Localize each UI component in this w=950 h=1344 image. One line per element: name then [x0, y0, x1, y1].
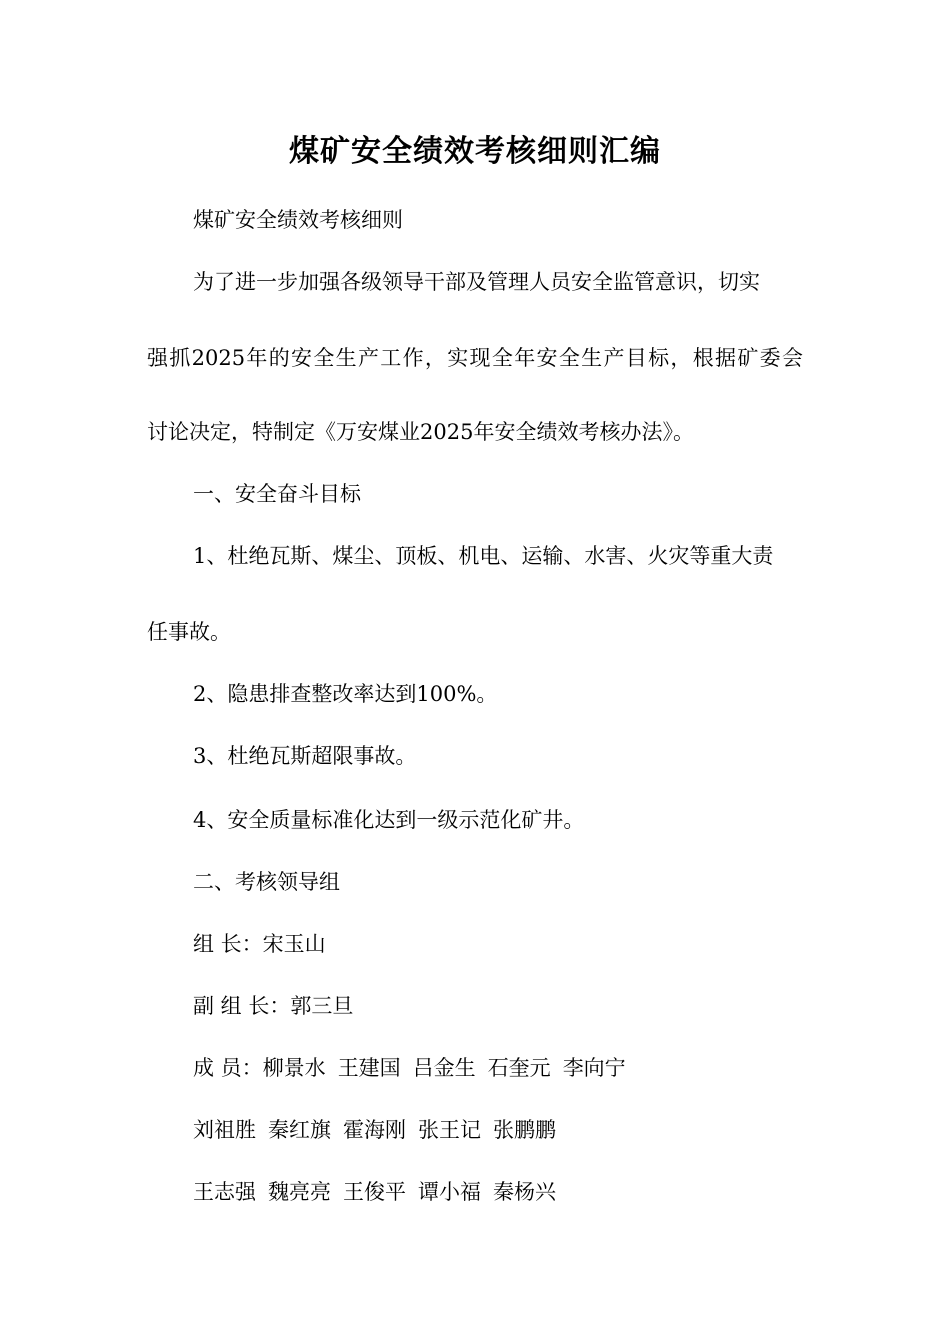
members-row-3: [193, 1178, 568, 1206]
section1-item4: 4、安全质量标准化达到一级示范化矿井。: [193, 808, 585, 832]
leader-line: 组 长：宋玉山: [193, 932, 326, 956]
member-name: 刘祖胜: [193, 1118, 256, 1142]
document-title: 煤矿安全绩效考核细则汇编: [289, 134, 661, 169]
member-name: 秦红旗: [268, 1118, 331, 1142]
member-name: 吕金生: [412, 1056, 476, 1080]
member-name: 张鹏鹏: [493, 1118, 556, 1142]
members-row-2: [193, 1116, 568, 1144]
member-name: 王俊平: [343, 1180, 406, 1204]
document-subtitle: 煤矿安全绩效考核细则: [193, 208, 403, 232]
members-label: 成 员：: [193, 1056, 263, 1080]
section1-item3: 3、杜绝瓦斯超限事故。: [193, 744, 417, 768]
members-row-1: [193, 1054, 638, 1082]
member-name: 柳景水: [262, 1056, 326, 1080]
member-name: 王志强: [193, 1180, 256, 1204]
section1-heading: 一、安全奋斗目标: [193, 482, 361, 506]
member-name: 魏亮亮: [268, 1180, 331, 1204]
member-name: 霍海刚: [343, 1118, 406, 1142]
deputy-line: 副 组 长：郭三旦: [193, 994, 354, 1018]
member-name: 石奎元: [487, 1056, 551, 1080]
member-name: 谭小福: [418, 1180, 481, 1204]
intro-line-2: 强抓2025年的安全生产工作，实现全年安全生产目标，根据矿委会: [147, 346, 803, 370]
member-name: 张王记: [418, 1118, 481, 1142]
intro-line-1: 为了进一步加强各级领导干部及管理人员安全监管意识，切实: [193, 270, 760, 294]
member-name: 秦杨兴: [493, 1180, 556, 1204]
member-name: 王建国: [337, 1056, 401, 1080]
member-name: 李向宁: [562, 1056, 626, 1080]
section1-item2: 2、隐患排查整改率达到100%。: [193, 682, 498, 706]
section1-item1-line2: 任事故。: [147, 620, 231, 644]
section2-heading: 二、考核领导组: [193, 870, 340, 894]
intro-line-3: 讨论决定，特制定《万安煤业2025年安全绩效考核办法》。: [147, 420, 694, 444]
section1-item1-line1: 1、杜绝瓦斯、煤尘、顶板、机电、运输、水害、火灾等重大责: [193, 544, 774, 568]
